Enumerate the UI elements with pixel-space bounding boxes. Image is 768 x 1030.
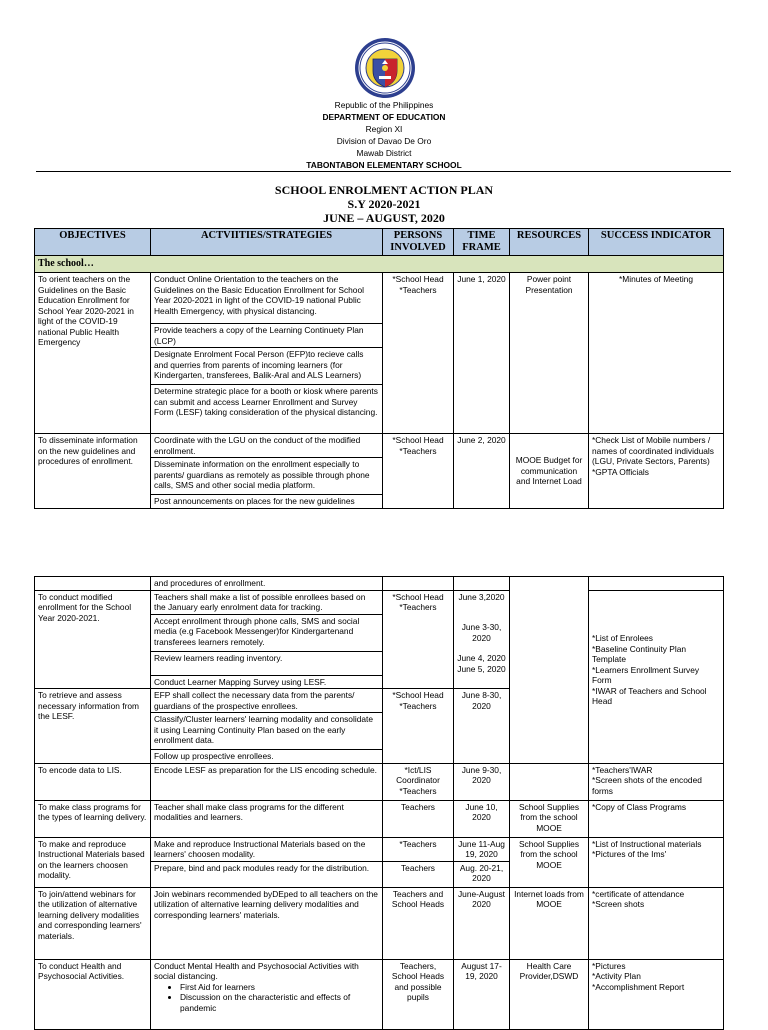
time-cell: August 17-19, 2020 (454, 959, 510, 1029)
time-cell: June 9-30, 2020 (454, 763, 510, 800)
col-header: PERSONS INVOLVED (383, 229, 454, 256)
time-cell: Aug. 20-21, 2020 (454, 861, 510, 887)
activity-cell: Join webinars recommended byDEped to all teachers on the utilization of alternative learning delivery modalities and corresponding learners' materials. (151, 887, 383, 959)
activity-bullet-list (154, 982, 379, 1014)
activity-cell: Determine strategic place for a booth or kiosk where parents can submit and access Learner Enrollment and Survey Form (LESF) taking consideration of the physical distancing. (151, 385, 383, 434)
activity-cell: Conduct Online Orientation to the teachers on the Guidelines on the Basic Education Enrollment for School Year 2020-2021 in light of the COVID-19 national Public Health Emergency, with physical distancing. (151, 273, 383, 324)
header-department: DEPARTMENT OF EDUCATION (322, 112, 446, 122)
indicator-cell: *Pictures *Activity Plan *Accomplishment Report (589, 959, 724, 1029)
col-header: SUCCESS INDICATOR (589, 229, 724, 256)
action-plan-table (34, 228, 724, 509)
persons-cell: Teachers (383, 800, 454, 837)
indicator-cell: *List of Enrolees *Baseline Continuity Plan Template *Learners Enrollment Survey Form *IWAR of Teachers and School Head (589, 590, 724, 750)
persons-cell: *Teachers (383, 837, 454, 861)
table-row (35, 434, 724, 458)
activity-cell: Disseminate information on the enrollment especially to parents/ guardians as remotely as possible through phone calls, SMS and other social media platform. (151, 458, 383, 495)
resources-cell (510, 763, 589, 800)
col-header: OBJECTIVES (35, 229, 151, 256)
activity-cell: Coordinate with the LGU on the conduct of the modified enrollment. (151, 434, 383, 458)
activity-cell: Make and reproduce Instructional Materials based on the learners' choosen modality. (151, 837, 383, 861)
table-row (35, 590, 724, 614)
indicator-cell: *Teachers'IWAR *Screen shots of the encoded forms (589, 763, 724, 800)
resources-cell (510, 750, 589, 764)
indicator-cell (589, 750, 724, 764)
time-cell (454, 590, 510, 689)
time-cell: June 1, 2020 (454, 273, 510, 434)
doc-title: SCHOOL ENROLMENT ACTION PLAN (274, 183, 494, 197)
activity-text: Conduct Mental Health and Psychosocial Activities with social distancing. (154, 960, 359, 981)
activity-cell: Teachers shall make a list of possible enrollees based on the January early enrolment data for tracking. (151, 590, 383, 614)
header-school: TABONTABON ELEMENTARY SCHOOL (306, 160, 462, 170)
indicator-cell (589, 577, 724, 591)
objective-cell: To retrieve and assess necessary information from the LESF. (35, 689, 151, 764)
doc-school-year: S.Y 2020-2021 (347, 197, 421, 211)
action-plan-table-continued (34, 576, 724, 1030)
objective-cell: To conduct modified enrollment for the School Year 2020-2021. (35, 590, 151, 689)
table-row (35, 887, 724, 959)
section-label: The school… (35, 256, 724, 273)
persons-cell: *School Head *Teachers (383, 434, 454, 509)
objective-cell: To join/attend webinars for the utilization of alternative learning delivery modalities and corresponding learners' materials. (35, 887, 151, 959)
persons-cell: *School Head *Teachers (383, 689, 454, 764)
section-row (35, 256, 724, 273)
activity-cell: Accept enrollment through phone calls, SMS and social media (e.g Facebook Messenger)for Kindergartenand transferees learners remotely. (151, 614, 383, 651)
header-division: Division of Davao De Oro (336, 136, 432, 146)
time-cell (454, 577, 510, 591)
time-cell: June 11-Aug 19, 2020 (454, 837, 510, 861)
objective-cell: To conduct Health and Psychosocial Activities. (35, 959, 151, 1029)
activity-cell: Provide teachers a copy of the Learning Continuety Plan (LCP) (151, 324, 383, 348)
resources-cell: School Supplies from the school MOOE (510, 800, 589, 837)
persons-cell: Teachers and School Heads (383, 887, 454, 959)
header-divider (36, 171, 731, 173)
bullet-item: • First Aid for learners (180, 982, 379, 993)
time-line: June 3-30, 2020 (461, 622, 502, 643)
col-header: RESOURCES (510, 229, 589, 256)
activity-cell: and procedures of enrollment. (151, 577, 383, 591)
col-header: TIME FRAME (454, 229, 510, 256)
activity-cell: Encode LESF as preparation for the LIS encoding schedule. (151, 763, 383, 800)
table-row (35, 273, 724, 324)
activity-cell: Teacher shall make class programs for the different modalities and learners. (151, 800, 383, 837)
activity-cell: Prepare, bind and pack modules ready for the distribution. (151, 861, 383, 887)
persons-cell: Teachers (383, 861, 454, 887)
activity-cell (151, 959, 383, 1029)
time-cell: June-August 2020 (454, 887, 510, 959)
activity-cell: Conduct Learner Mapping Survey using LESF. (151, 675, 383, 689)
header-republic: Republic of the Philippines (334, 100, 434, 110)
table-row (35, 837, 724, 861)
resources-cell: Internet loads from MOOE (510, 887, 589, 959)
objective-cell: To disseminate information on the new guidelines and procedures of enrollment. (35, 434, 151, 509)
resources-cell: Power point Presentation (510, 273, 589, 434)
objective-cell: To make and reproduce Instructional Materials based on the learners choosen modality. (35, 837, 151, 887)
time-line: June 4, 2020 (457, 653, 506, 663)
activity-cell: Post announcements on places for the new guidelines (151, 495, 383, 509)
deped-seal-logo (354, 37, 416, 99)
resources-cell: Health Care Provider,DSWD (510, 959, 589, 1029)
objective-cell (35, 577, 151, 591)
indicator-cell: *Minutes of Meeting (589, 273, 724, 434)
persons-cell: *School Head *Teachers (383, 273, 454, 434)
header-region: Region XI (365, 124, 403, 134)
activity-cell: Designate Enrolment Focal Person (EFP)to recieve calls and querries from parents of incoming learners (for Kindergarten, transferees, Balik-Aral and ALS Learners) (151, 348, 383, 385)
indicator-cell: *certificate of attendance *Screen shots (589, 887, 724, 959)
objective-cell: To orient teachers on the Guidelines on the Basic Education Enrollment for School Year 2020-2021 in light of the COVID-19 national Public Health Emergency (35, 273, 151, 434)
time-cell: June 2, 2020 (454, 434, 510, 509)
resources-cell (510, 577, 589, 750)
activity-cell: Classify/Cluster learners' learning modality and consolidate it using Learning Continuity Plan based on the early enrollment data. (151, 713, 383, 750)
resources-cell: School Supplies from the school MOOE (510, 837, 589, 887)
table-header-row (35, 229, 724, 256)
time-line: June 5, 2020 (457, 663, 506, 674)
indicator-cell: *Copy of Class Programs (589, 800, 724, 837)
time-cell: June 10, 2020 (454, 800, 510, 837)
time-line: June 3,2020 (458, 591, 505, 602)
activity-cell: EFP shall collect the necessary data from the parents/ guardians of the prospective enrollees. (151, 689, 383, 713)
table-row (35, 959, 724, 1029)
time-cell: June 8-30, 2020 (454, 689, 510, 764)
indicator-cell: *List of Instructional materials *Pictures of the Ims' (589, 837, 724, 887)
table-row (35, 763, 724, 800)
persons-cell: Teachers, School Heads and possible pupils (383, 959, 454, 1029)
objective-cell: To encode data to LIS. (35, 763, 151, 800)
persons-cell (383, 577, 454, 591)
indicator-cell: *Check List of Mobile numbers / names of coordinated individuals (LGU, Private Sectors, Parents) *GPTA Officials (589, 434, 724, 509)
col-header: ACTVIITIES/STRATEGIES (151, 229, 383, 256)
header-district: Mawab District (356, 148, 412, 158)
bullet-item: • Discussion on the characteristic and effects of pandemic (180, 992, 379, 1013)
activity-cell: Review learners reading inventory. (151, 651, 383, 675)
table-row (35, 577, 724, 591)
doc-period: JUNE – AUGUST, 2020 (323, 211, 445, 225)
activity-cell: Follow up prospective enrollees. (151, 750, 383, 764)
objective-cell: To make class programs for the types of learning delivery. (35, 800, 151, 837)
persons-cell: *School Head *Teachers (383, 590, 454, 689)
persons-cell: *Ict/LIS Coordinator *Teachers (383, 763, 454, 800)
resources-cell: MOOE Budget for communication and Internet Load (510, 434, 589, 509)
table-row (35, 800, 724, 837)
